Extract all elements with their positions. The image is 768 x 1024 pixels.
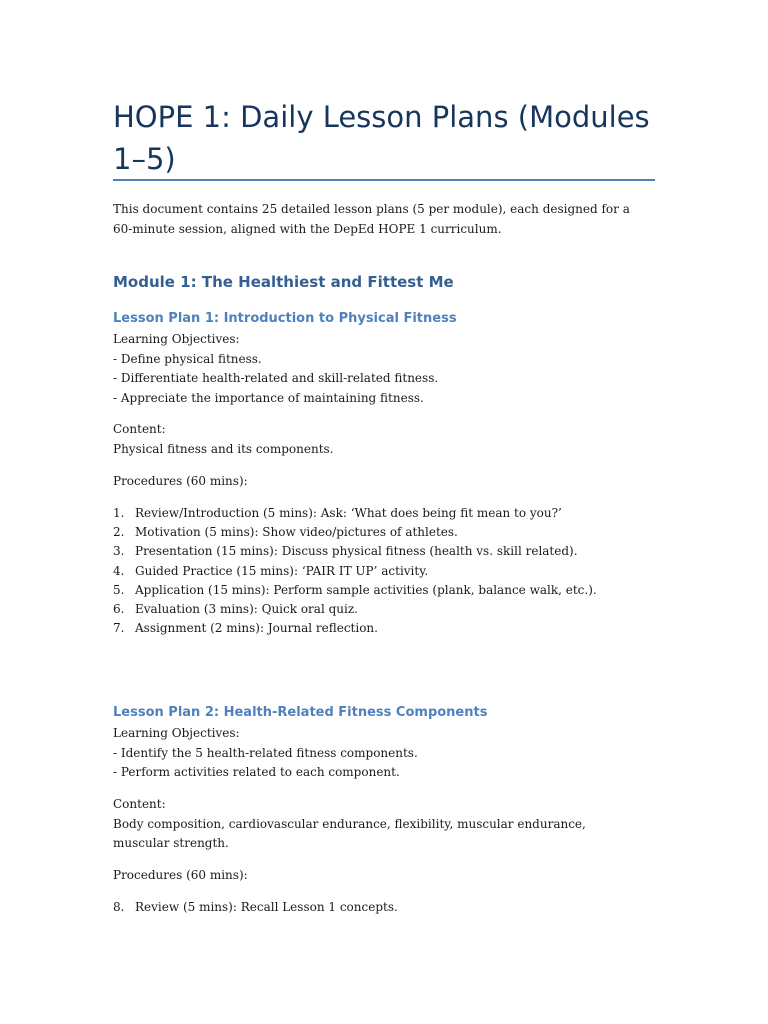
lesson-2-heading: Lesson Plan 2: Health-Related Fitness Components (113, 705, 488, 720)
step-number: 7. (113, 621, 125, 636)
step-number: 2. (113, 525, 125, 540)
lesson-1-content (113, 420, 643, 459)
objective-item: - Identify the 5 health-related fitness components. (113, 745, 418, 760)
step-number: 1. (113, 506, 125, 520)
procedure-step (113, 581, 643, 600)
content-label: Content: (113, 422, 166, 436)
lesson-2-procedures-label (113, 866, 643, 886)
procedure-step (113, 562, 643, 581)
objectives-label: Learning Objectives: (113, 726, 240, 740)
step-text: Review/Introduction (5 mins): Ask: ‘What does being fit mean to you?’ (135, 506, 562, 520)
step-number: 4. (113, 563, 125, 578)
objective-item: - Differentiate health-related and skill-related fitness. (113, 371, 439, 385)
lesson-2-objectives (113, 724, 643, 783)
procedure-step (113, 504, 643, 523)
step-text: Assignment (2 mins): Journal reflection. (135, 621, 378, 636)
module-1-heading: Module 1: The Healthiest and Fittest Me (113, 273, 454, 291)
step-number: 8. (113, 900, 125, 914)
procedures-label: Procedures (60 mins): (113, 868, 248, 882)
procedure-step (113, 523, 643, 542)
intro-paragraph: This document contains 25 detailed lesson plans (5 per module), each designed for a 60-minute session, aligned with the DepEd HOPE 1 curriculum. (113, 202, 630, 236)
objective-item: - Perform activities related to each component. (113, 765, 400, 779)
step-text: Review (5 mins): Recall Lesson 1 concepts. (135, 900, 398, 914)
step-number: 5. (113, 582, 125, 597)
procedures-label: Procedures (60 mins): (113, 474, 248, 488)
lesson-1-objectives (113, 330, 643, 408)
step-text: Evaluation (3 mins): Quick oral quiz. (135, 601, 358, 616)
content-text: Physical fitness and its components. (113, 441, 334, 456)
procedure-step (113, 600, 643, 619)
step-number: 3. (113, 544, 125, 559)
step-text: Motivation (5 mins): Show video/pictures of athletes. (135, 525, 458, 540)
step-text: Presentation (15 mins): Discuss physical fitness (health vs. skill related). (135, 544, 578, 559)
lesson-1-procedure-list (113, 504, 643, 638)
document-title: HOPE 1: Daily Lesson Plans (Modules 1–5) (113, 100, 650, 176)
procedure-step (113, 542, 643, 561)
objective-item: - Appreciate the importance of maintaining fitness. (113, 390, 424, 405)
content-text: Body composition, cardiovascular endurance, flexibility, muscular endurance, muscular strength. (113, 816, 586, 850)
lesson-2-procedure-list (113, 898, 643, 917)
procedure-step (113, 619, 643, 638)
title-underline (113, 179, 655, 181)
step-text: Guided Practice (15 mins): ‘PAIR IT UP’ activity. (135, 563, 429, 578)
step-number: 6. (113, 601, 125, 616)
lesson-2-content (113, 795, 643, 854)
objective-item: - Define physical fitness. (113, 351, 262, 366)
lesson-1-heading: Lesson Plan 1: Introduction to Physical Fitness (113, 311, 457, 326)
content-label: Content: (113, 797, 166, 811)
procedure-step (113, 898, 643, 917)
lesson-1-procedures-label (113, 472, 643, 492)
step-text: Application (15 mins): Perform sample activities (plank, balance walk, etc.). (135, 582, 597, 597)
objectives-label: Learning Objectives: (113, 332, 240, 346)
